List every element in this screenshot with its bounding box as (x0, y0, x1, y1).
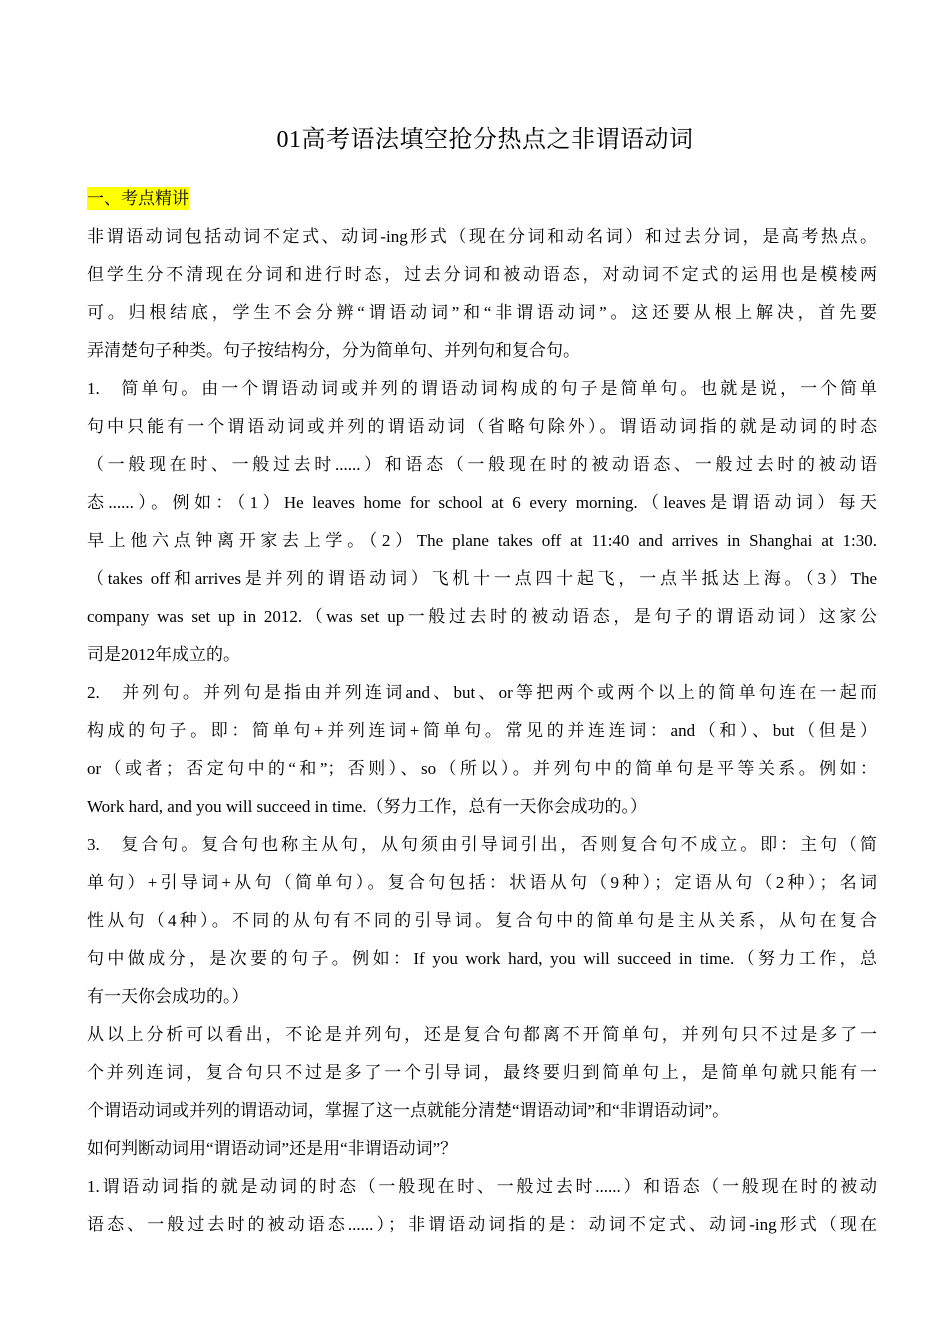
paragraph-line: company was set up in 2012.（was set up一般过去时的被动语态，是句子的谓语动词）这家公 (87, 607, 877, 626)
paragraph-line: （takes off和arrives是并列的谓语动词）飞机十一点四十起飞，一点半抵达上海。（3）The (87, 569, 877, 588)
paragraph-line: 司是2012年成立的。 (87, 645, 240, 664)
paragraph-line: 弄清楚句子种类。句子按结构分，分为简单句、并列句和复合句。 (87, 341, 580, 360)
paragraph-line: 性从句（4种）。不同的从句有不同的引导词。复合句中的简单句是主从关系，从句在复合 (87, 911, 877, 930)
section-heading (87, 180, 877, 218)
list-item-complex-sentence: 3. 复合句。复合句也称主从句，从句须由引导词引出，否则复合句不成立。即：主句（简 (87, 835, 877, 854)
section-heading-text: 一、考点精讲 (87, 189, 189, 208)
list-item-simple-sentence: 1. 简单句。由一个谓语动词或并列的谓语动词构成的句子是简单句。也就是说，一个简单 (87, 379, 877, 398)
question-line: 如何判断动词用“谓语动词”还是用“非谓语动词”？ (87, 1139, 458, 1158)
list-item-compound-sentence: 2. 并列句。并列句是指由并列连词and、but、or等把两个或两个以上的简单句连在一起而 (87, 683, 877, 702)
paragraph-line: 个并列连词，复合句只不过是多了一个引导词，最终要归到简单句上，是简单句就只能有一 (87, 1063, 877, 1082)
paragraph-line: 但学生分不清现在分词和进行时态，过去分词和被动语态，对动词不定式的运用也是模棱两 (87, 265, 877, 284)
paragraph-line: 个谓语动词或并列的谓语动词，掌握了这一点就能分清楚“谓语动词”和“非谓语动词”。 (87, 1101, 730, 1120)
paragraph-line: 态......）。例如：（1）He leaves home for school at 6 every morning.（leaves是谓语动词）每天 (87, 493, 877, 512)
paragraph-line: （一般现在时、一般过去时......）和语态（一般现在时的被动语态、一般过去时的被动语 (87, 455, 877, 474)
paragraph-line: 语态、一般过去时的被动语态......）；非谓语动词指的是：动词不定式、动词-ing形式（现在 (87, 1215, 877, 1234)
paragraph-line: 非谓语动词包括动词不定式、动词-ing形式（现在分词和动名词）和过去分词，是高考热点。 (87, 227, 877, 246)
paragraph-line: 有一天你会成功的。） (87, 987, 249, 1006)
paragraph-line: or（或者；否定句中的“和”；否则）、so（所以）。并列句中的简单句是平等关系。例如： (87, 759, 877, 778)
paragraph-line: Work hard, and you will succeed in time.（努力工作，总有一天你会成功的。） (87, 797, 648, 816)
list-item-predicate-definition: 1.谓语动词指的就是动词的时态（一般现在时、一般过去时......）和语态（一般现在时的被动 (87, 1177, 877, 1196)
paragraph-line: 早上他六点钟离开家去上学。（2）The plane takes off at 11:40 and arrives in Shanghai at 1:30. (87, 531, 877, 550)
paragraph-line: 构成的句子。即：简单句+并列连词+简单句。常见的并连连词：and（和）、but（但是） (87, 721, 877, 740)
paragraph-line: 句中只能有一个谓语动词或并列的谓语动词（省略句除外）。谓语动词指的就是动词的时态 (87, 417, 877, 436)
document-title: 01高考语法填空抢分热点之非谓语动词 (276, 127, 694, 153)
document-body (87, 180, 877, 1244)
paragraph-line: 从以上分析可以看出，不论是并列句，还是复合句都离不开简单句，并列句只不过是多了一 (87, 1025, 877, 1044)
paragraph-line: 可。归根结底，学生不会分辨“谓语动词”和“非谓语动词”。这还要从根上解决，首先要 (87, 303, 877, 322)
paragraph-line: 单句）+引导词+从句（简单句）。复合句包括：状语从句（9种）；定语从句（2种）；名词 (87, 873, 877, 892)
paragraph-line: 句中做成分，是次要的句子。例如：If you work hard, you will succeed in time.（努力工作，总 (87, 949, 877, 968)
